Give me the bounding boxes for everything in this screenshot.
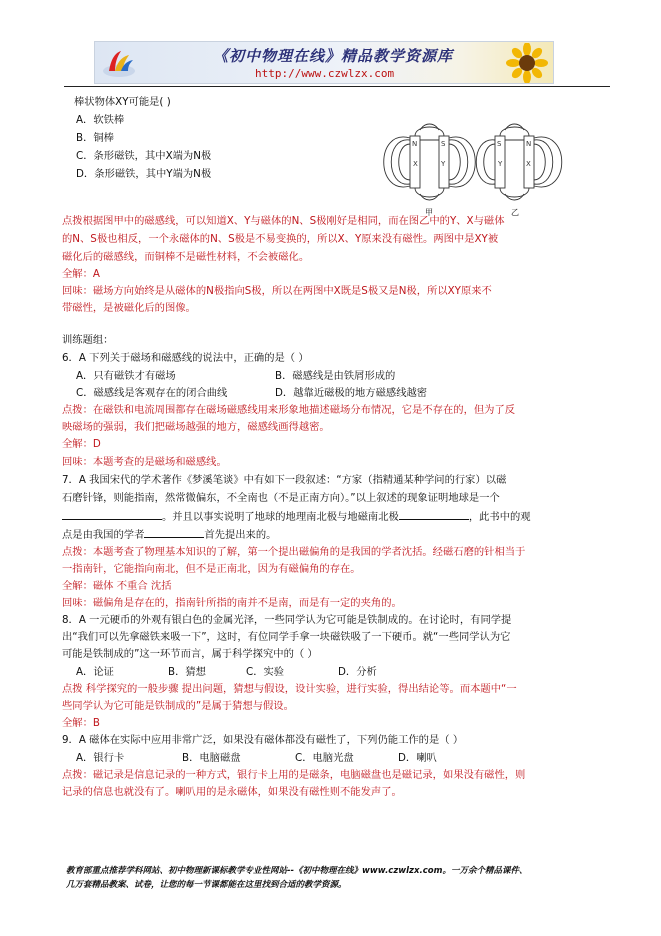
sunflower-icon	[505, 43, 549, 83]
q6-option-c: C．磁感线是客观存在的闭合曲线	[76, 387, 228, 399]
q8-line-2: 出“我们可以先拿磁铁来吸一下”，这时，有位同学手拿一块磁铁吸了一下硬币。就“一些同学认为它	[62, 631, 511, 643]
q7-line-4-text-b: 首先提出来的。	[204, 529, 277, 541]
svg-text:S: S	[497, 140, 502, 148]
q5-hint-line-2: 的N、S极也相反，一个永磁体的N、S极是不易变换的，所以X、Y原来没有磁性。两图中是XY被	[62, 233, 499, 245]
q8-line-3: 可能是铁制成的”这一环节而言，属于科学探究中的（ ）	[62, 648, 318, 660]
q5-answer: 全解：A	[62, 268, 100, 280]
svg-text:S: S	[441, 140, 446, 148]
q9-option-d: D．喇叭	[398, 752, 437, 764]
figure-label-right: 乙	[511, 208, 519, 217]
q7-blank-1[interactable]	[62, 509, 162, 520]
q8-answer: 全解：B	[62, 717, 100, 729]
q9-hint-line-1: 点拨：磁记录是信息记录的一种方式，银行卡上用的是磁条，电脑磁盘也是磁记录，如果没有磁性，则	[62, 769, 526, 781]
q5-review-line-1: 回味：磁场方向始终是从磁体的N极指向S极，所以在两图中X既是S极又是N极，所以XY原来不	[62, 285, 492, 297]
q6-hint-line-1: 点拨：在磁铁和电流周围都存在磁场磁感线用来形象地描述磁场分布情况，它是不存在的，但为了反	[62, 404, 516, 416]
magnetic-field-figure	[375, 118, 570, 208]
q6-review: 回味：本题考查的是磁场和磁感线。	[62, 456, 227, 468]
q7-blank-3[interactable]	[144, 527, 204, 538]
q6-option-d: D．越靠近磁极的地方磁感线越密	[275, 387, 428, 399]
header-rule	[64, 86, 610, 87]
q8-option-a: A．论证	[76, 666, 114, 678]
q5-stem: 棒状物体XY可能是( )	[74, 96, 171, 108]
svg-text:X: X	[526, 160, 531, 168]
q9-stem: 9．A 磁体在实际中应用非常广泛，如果没有磁体都没有磁性了，下列仍能工作的是（ ）	[62, 734, 464, 746]
q9-option-a: A．银行卡	[76, 752, 125, 764]
header-banner	[94, 41, 554, 84]
q7-hint-line-2: 一指南针，它能指向南北，但不是正南北，因为有磁偏角的存在。	[62, 563, 361, 575]
footer-line-2: 几万套精品教案、试卷，让您的每一节课都能在这里找到合适的教学资源。	[66, 880, 347, 890]
q7-line-3-text-b: ，此书中的观	[468, 511, 531, 523]
svg-text:N: N	[526, 140, 532, 148]
q5-option-b: B．铜棒	[76, 132, 114, 144]
q7-line-2: 石磨针锋，则能指南，然常微偏东，不全南也（不是正南方向）。”以上叙述的现象证明地球是一个	[62, 492, 500, 504]
q5-hint-line-3: 磁化后的磁感线，而铜棒不是磁性材料，不会被磁化。	[62, 251, 310, 263]
q7-line-3	[62, 509, 531, 524]
svg-text:X: X	[413, 160, 418, 168]
q9-hint-line-2: 记录的信息也就没有了。喇叭用的是永磁体，如果没有磁性则不能发声了。	[62, 786, 402, 798]
q6-answer: 全解：D	[62, 438, 101, 450]
q5-option-d: D．条形磁铁，其中Y端为N极	[76, 168, 212, 180]
site-title: 《初中物理在线》精品教学资源库	[213, 47, 454, 65]
q8-hint-line-1: 点拨 科学探究的一般步骤 提出问题，猜想与假设，设计实验，进行实验，得出结论等。而本题中“一	[62, 683, 517, 695]
q6-hint-line-2: 映磁场的强弱，我们把磁场越强的地方，磁感线画得越密。	[62, 421, 330, 433]
section-title: 训练题组：	[62, 334, 114, 346]
q7-review: 回味：磁偏角是存在的，指南针所指的南并不是南，而是有一定的夹角的。	[62, 597, 402, 609]
q5-option-c: C．条形磁铁，其中X端为N极	[76, 150, 212, 162]
q7-line-4	[62, 527, 276, 542]
q7-hint-line-1: 点拨：本题考查了物理基本知识的了解，第一个提出磁偏角的是我国的学者沈括。经磁石磨的针相当于	[62, 546, 526, 558]
q9-option-b: B．电脑磁盘	[182, 752, 241, 764]
q5-review-line-2: 带磁性，是被磁化后的图像。	[62, 302, 196, 314]
q8-hint-line-2: 些同学认为它可能是铁制成的”是属于猜想与假设。	[62, 700, 294, 712]
q5-option-a: A．软铁棒	[76, 114, 125, 126]
q6-option-b: B．磁感线是由铁屑形成的	[275, 370, 396, 382]
q6-option-a: A．只有磁铁才有磁场	[76, 370, 176, 382]
svg-text:Y: Y	[441, 160, 446, 168]
q8-option-b: B．猜想	[168, 666, 206, 678]
q7-line-3-text-a: 。并且以事实说明了地球的地理南北极与地磁南北极	[162, 511, 399, 523]
q9-option-c: C．电脑光盘	[295, 752, 354, 764]
q7-blank-2[interactable]	[399, 509, 469, 520]
q7-answer: 全解：磁体 不重合 沈括	[62, 580, 172, 592]
site-url[interactable]: http://www.czwlzx.com	[255, 67, 395, 80]
svg-text:Y: Y	[498, 160, 503, 168]
q6-stem: 6．A 下列关于磁场和磁感线的说法中，正确的是（ ）	[62, 352, 309, 364]
q8-option-c: C．实验	[246, 666, 285, 678]
q7-line-1: 7．A 我国宋代的学术著作《梦溪笔谈》中有如下一段叙述：“方家（指精通某种学问的行家）以磁	[62, 474, 507, 486]
q5-hint-line-1: 点拨根据图甲中的磁感线，可以知道X、Y与磁体的N、S极刚好是相同，而在图乙中的Y、X与磁体	[62, 215, 505, 227]
footer-line-1: 教育部重点推荐学科网站、初中物理新课标教学专业性网站--《初中物理在线》www.czwlzx.com。一万余个精品课件、	[66, 866, 528, 876]
site-logo-icon	[101, 45, 137, 81]
q7-line-4-text-a: 点是由我国的学者	[62, 529, 145, 541]
q8-line-1: 8．A 一元硬币的外观有银白色的金属光泽，一些同学认为它可能是铁制成的。在讨论时，有同学提	[62, 614, 512, 626]
q8-option-d: D．分析	[338, 666, 377, 678]
svg-text:N: N	[412, 140, 418, 148]
figure-label-left: 甲	[425, 208, 433, 217]
